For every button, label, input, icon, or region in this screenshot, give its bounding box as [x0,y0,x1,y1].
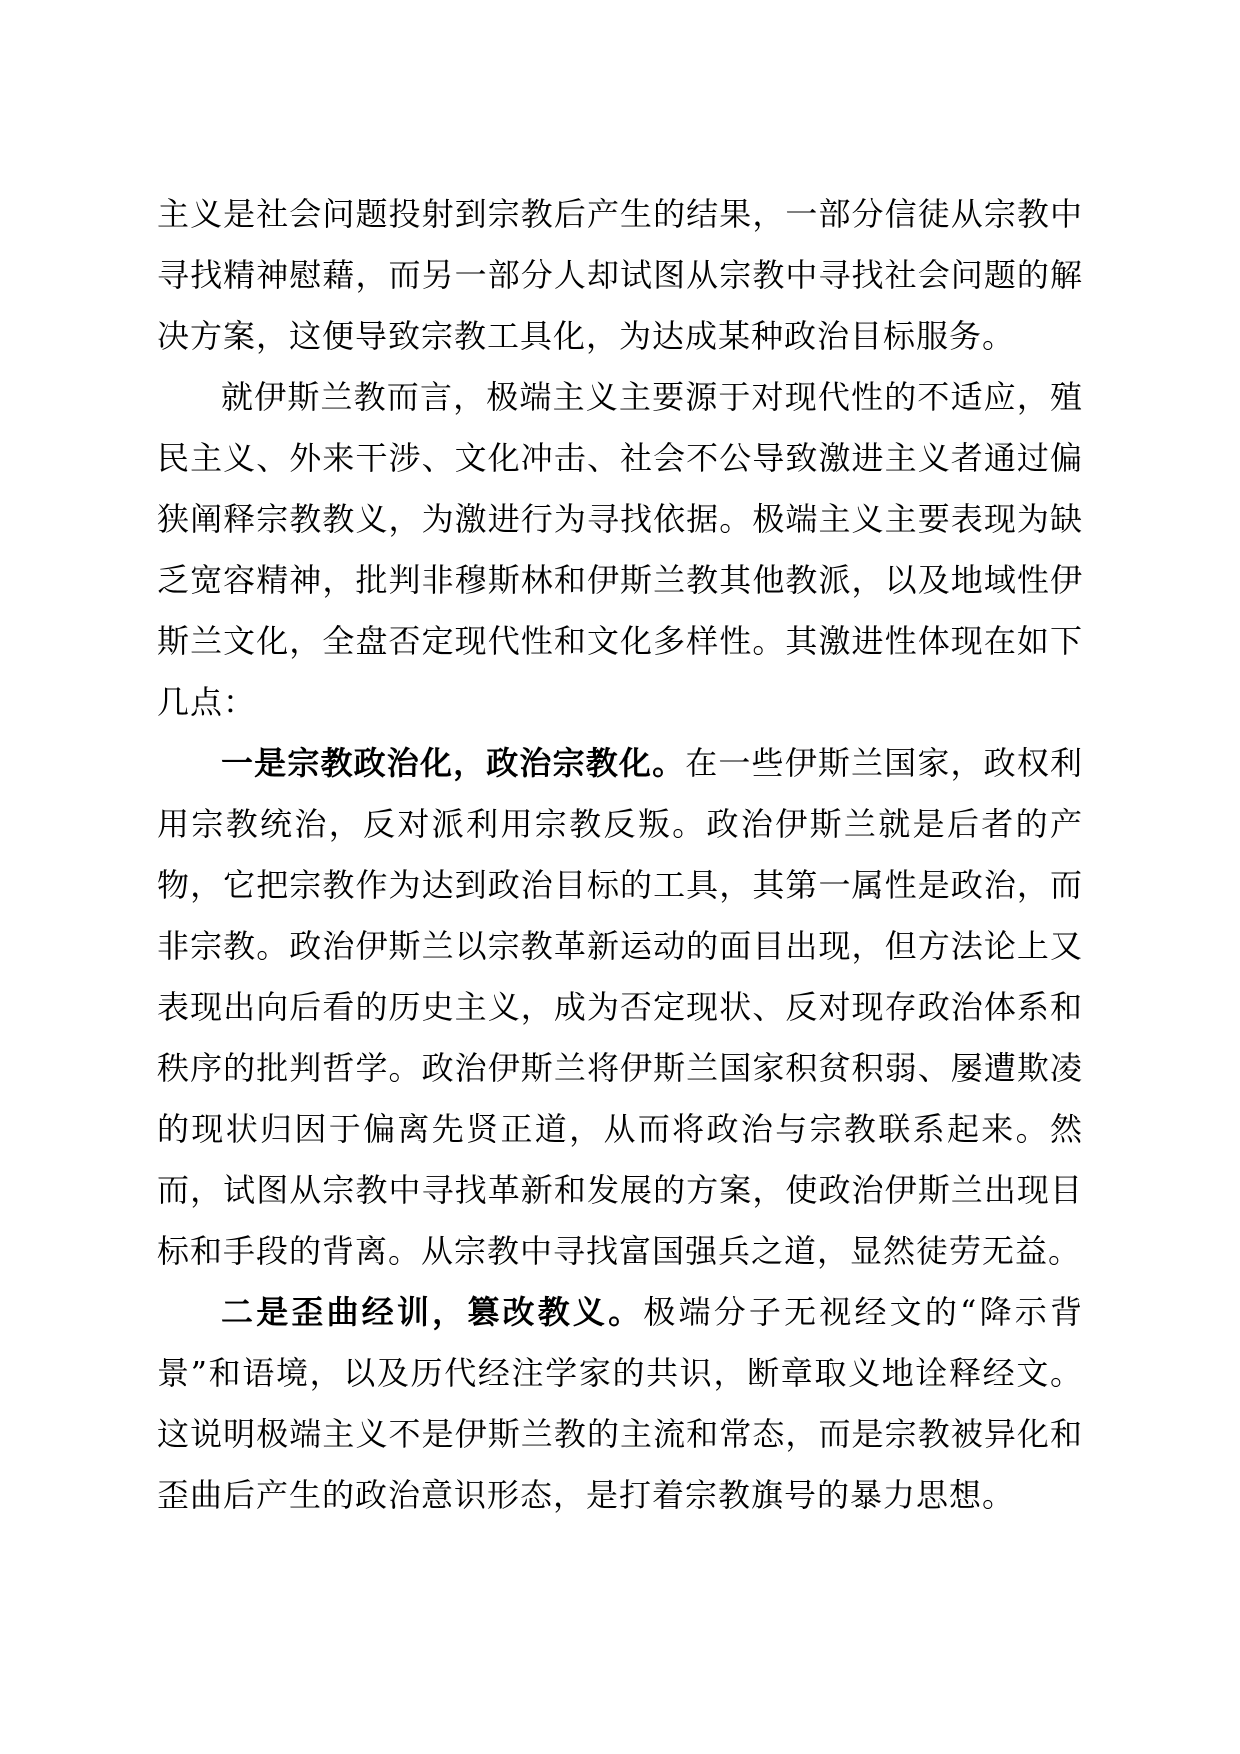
paragraph-1-text: 主义是社会问题投射到宗教后产生的结果，一部分信徒从宗教中寻找精神慰藉，而另一部分人却试图从宗教中寻找社会问题的解决方案，这便导致宗教工具化，为达成某种政治目标服务。 [157,195,1083,355]
paragraph-4 [157,1282,1083,1526]
paragraph-3-lead: 一是宗教政治化，政治宗教化。 [221,744,686,782]
paragraph-3 [157,733,1083,1282]
paragraph-4-lead: 二是歪曲经训，篡改教义。 [221,1293,644,1331]
paragraph-2 [157,367,1083,733]
document-body [157,184,1083,1526]
paragraph-2-text: 就伊斯兰教而言，极端主义主要源于对现代性的不适应，殖民主义、外来干涉、文化冲击、社会不公导致激进主义者通过偏狭阐释宗教教义，为激进行为寻找依据。极端主义主要表现为缺乏宽容精神，批判非穆斯林和伊斯兰教其他教派，以及地域性伊斯兰文化，全盘否定现代性和文化多样性。其激进性体现在如下几点： [157,378,1083,721]
paragraph-3-text: 在一些伊斯兰国家，政权利用宗教统治，反对派利用宗教反叛。政治伊斯兰就是后者的产物，它把宗教作为达到政治目标的工具，其第一属性是政治，而非宗教。政治伊斯兰以宗教革新运动的面目出现，但方法论上又表现出向后看的历史主义，成为否定现状、反对现存政治体系和秩序的批判哲学。政治伊斯兰将伊斯兰国家积贫积弱、屡遭欺凌的现状归因于偏离先贤正道，从而将政治与宗教联系起来。然而，试图从宗教中寻找革新和发展的方案，使政治伊斯兰出现目标和手段的背离。从宗教中寻找富国强兵之道，显然徒劳无益。 [157,744,1083,1270]
paragraph-1 [157,184,1083,367]
paragraph-4-text: 极端分子无视经文的“降示背景”和语境，以及历代经注学家的共识，断章取义地诠释经文。这说明极端主义不是伊斯兰教的主流和常态，而是宗教被异化和歪曲后产生的政治意识形态，是打着宗教旗号的暴力思想。 [157,1293,1083,1514]
